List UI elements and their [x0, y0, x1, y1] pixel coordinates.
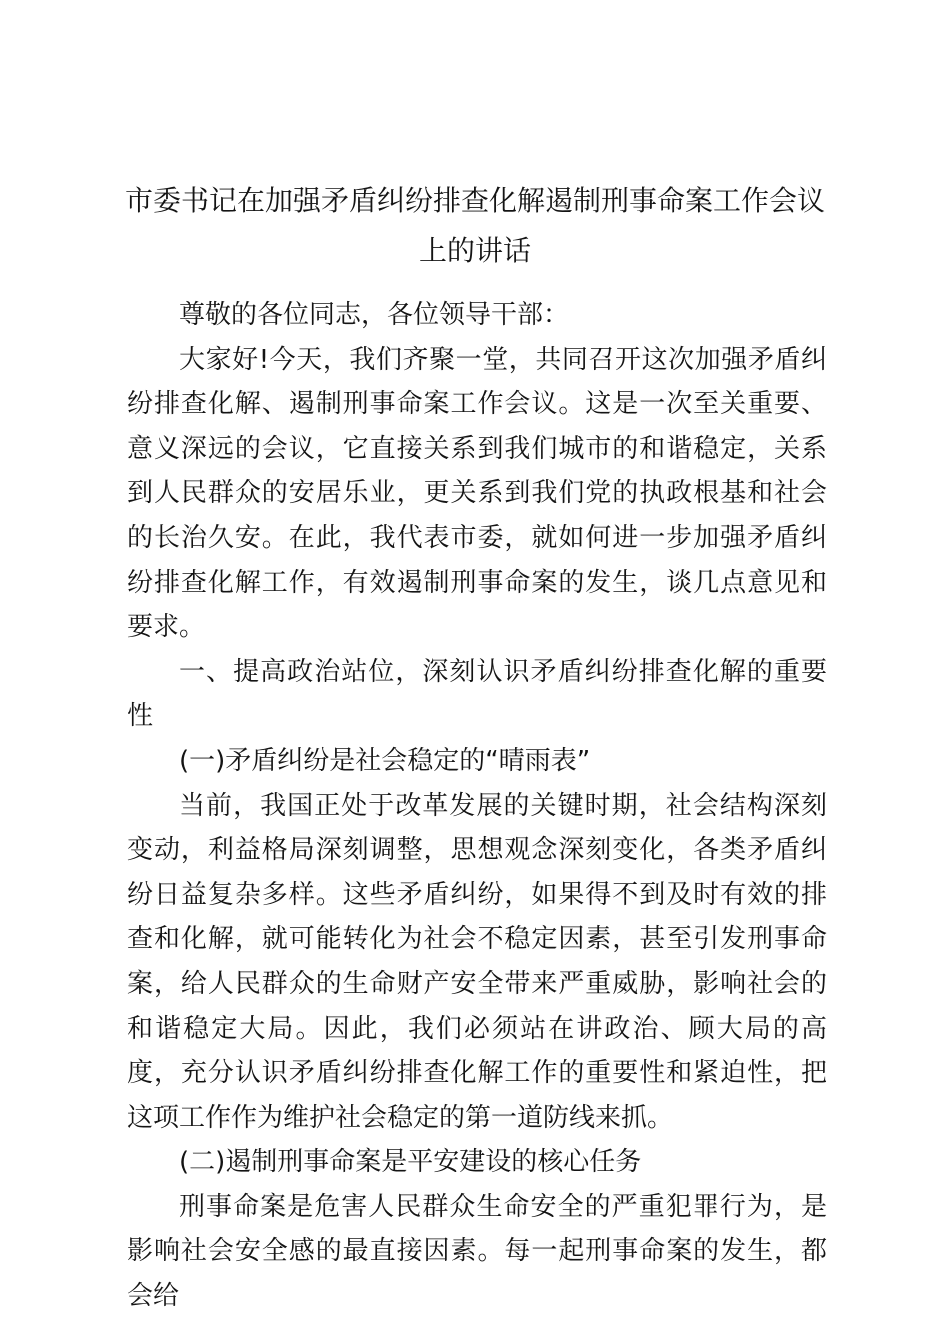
opening-paragraph: 大家好!今天，我们齐聚一堂，共同召开这次加强矛盾纠纷排查化解、遏制刑事命案工作会议。这是一次至关重要、意义深远的会议，它直接关系到我们城市的和谐稳定，关系到人民群众的安居乐业，更关系到我们党的执政根基和社会的长治久安。在此，我代表市委，就如何进一步加强矛盾纠纷排查化解工作，有效遏制刑事命案的发生，谈几点意见和要求。 — [127, 344, 827, 643]
section-heading-1: 一、提高政治站位，深刻认识矛盾纠纷排查化解的重要性 — [127, 656, 827, 732]
body-paragraph-1: 当前，我国正处于改革发展的关键时期，社会结构深刻变动，利益格局深刻调整，思想观念深刻变化，各类矛盾纠纷日益复杂多样。这些矛盾纠纷，如果得不到及时有效的排查和化解，就可能转化为社会不稳定因素，甚至引发刑事命案，给人民群众的生命财产安全带来严重威胁，影响社会的和谐稳定大局。因此，我们必须站在讲政治、顾大局的高度，充分认识矛盾纠纷排查化解工作的重要性和紧迫性，把这项工作作为维护社会稳定的第一道防线来抓。 — [127, 790, 827, 1133]
document-body — [127, 293, 827, 1319]
salutation-paragraph: 尊敬的各位同志，各位领导干部： — [179, 300, 570, 330]
subsection-heading-1: (一)矛盾纠纷是社会稳定的“晴雨表” — [179, 745, 591, 776]
body-paragraph-2: 刑事命案是危害人民群众生命安全的严重犯罪行为，是影响社会安全感的最直接因素。每一起刑事命案的发生，都会给 — [127, 1191, 827, 1312]
subsection-heading-2: (二)遏制刑事命案是平安建设的核心任务 — [179, 1147, 642, 1178]
document-title: 市委书记在加强矛盾纠纷排查化解遏制刑事命案工作会议上的讲话 — [124, 184, 825, 267]
